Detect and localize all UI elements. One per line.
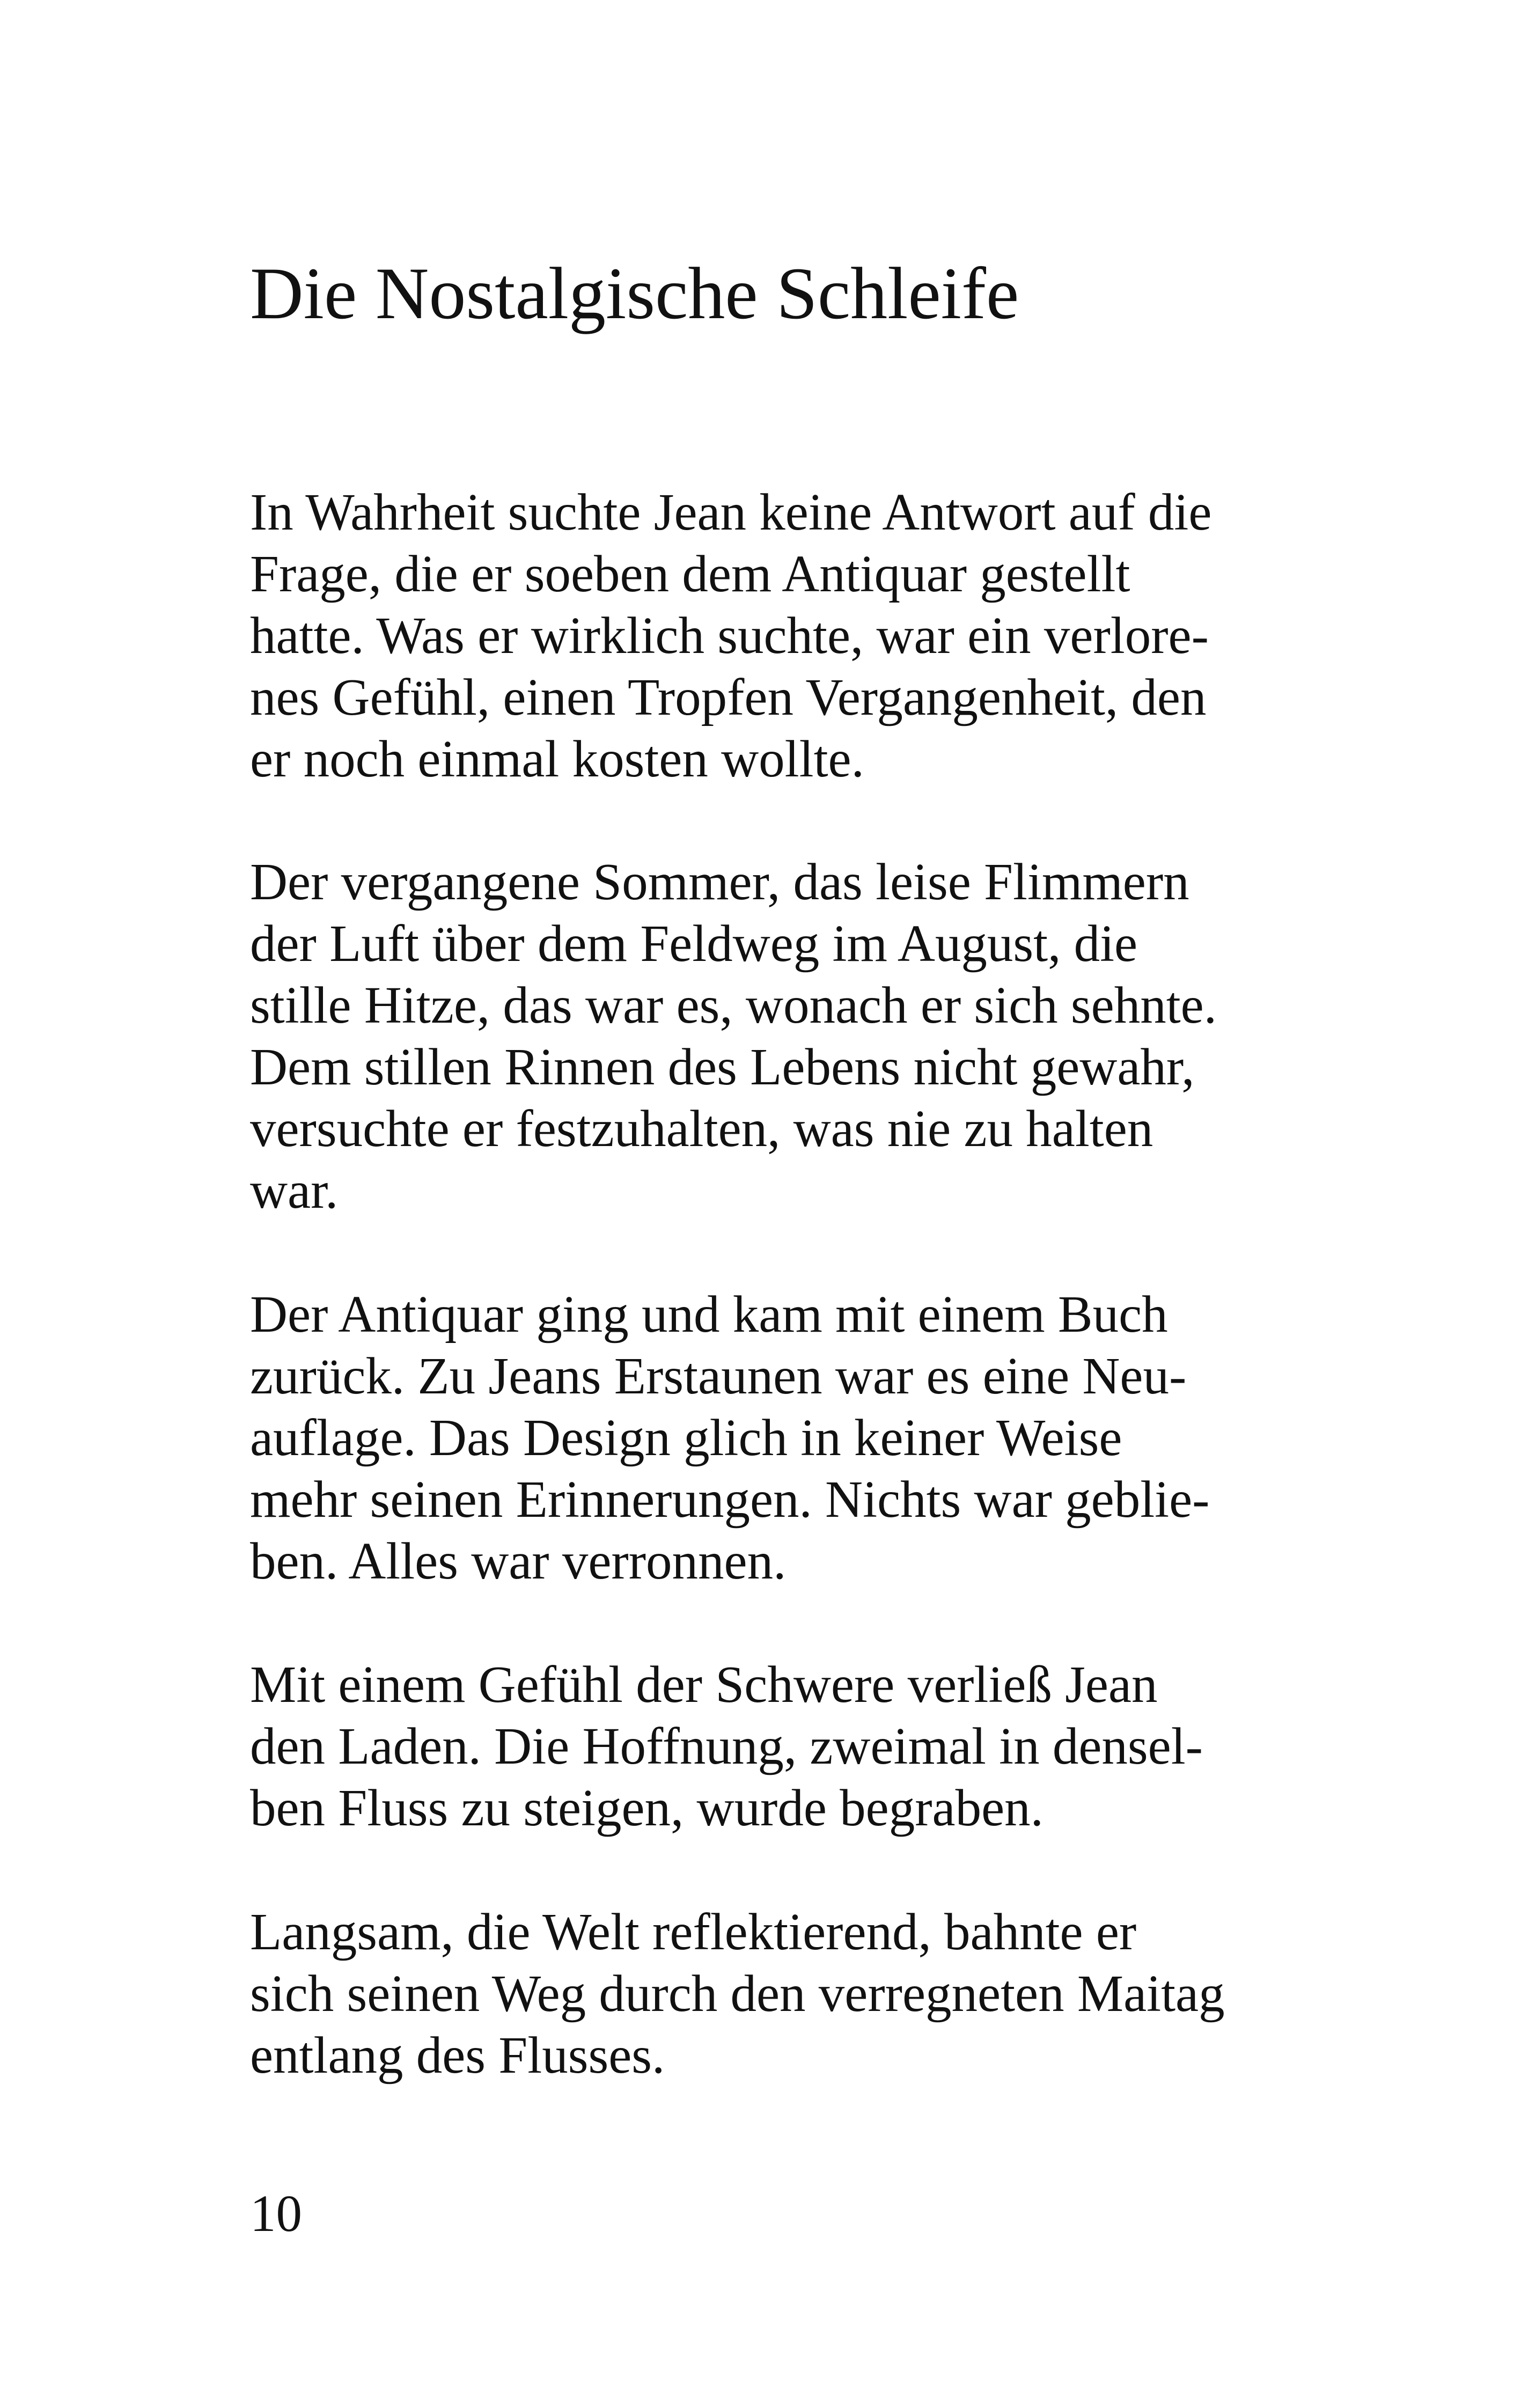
- text-line: Dem stillen Rinnen des Lebens nicht gewahr,: [250, 1038, 1195, 1096]
- text-line: Der Antiquar ging und kam mit einem Buch: [250, 1286, 1168, 1343]
- paragraph-5: [250, 1901, 1225, 2086]
- text-line: entlang des Flusses.: [250, 2027, 665, 2084]
- text-line: nes Gefühl, einen Tropfen Vergangenheit, den: [250, 669, 1207, 726]
- paragraph-1: [250, 481, 1211, 790]
- text-line: ben Fluss zu steigen, wurde begraben.: [250, 1779, 1044, 1837]
- text-line: versuchte er festzuhalten, was nie zu halten: [250, 1100, 1153, 1157]
- text-line: Mit einem Gefühl der Schwere verließ Jean: [250, 1656, 1158, 1713]
- text-line: In Wahrheit suchte Jean keine Antwort auf die: [250, 483, 1212, 541]
- text-line: stille Hitze, das war es, wonach er sich sehnte.: [250, 977, 1217, 1034]
- text-line: war.: [250, 1162, 339, 1219]
- text-line: auflage. Das Design glich in keiner Weise: [250, 1409, 1122, 1466]
- text-line: er noch einmal kosten wollte.: [250, 730, 864, 788]
- text-line: zurück. Zu Jeans Erstaunen war es eine Neu-: [250, 1347, 1187, 1405]
- text-line: den Laden. Die Hoffnung, zweimal in densel-: [250, 1717, 1203, 1775]
- paragraph-2: [250, 851, 1217, 1221]
- text-line: mehr seinen Erinnerungen. Nichts war geblie-: [250, 1471, 1210, 1528]
- paragraph-4: [250, 1654, 1203, 1839]
- chapter-title: Die Nostalgische Schleife: [250, 252, 1019, 334]
- text-line: Frage, die er soeben dem Antiquar gestellt: [250, 545, 1130, 603]
- text-line: sich seinen Weg durch den verregneten Maitag: [250, 1965, 1225, 2022]
- text-line: Langsam, die Welt reflektierend, bahnte er: [250, 1903, 1137, 1961]
- text-line: der Luft über dem Feldweg im August, die: [250, 915, 1138, 972]
- text-line: ben. Alles war verronnen.: [250, 1532, 787, 1590]
- page-number: 10: [250, 2185, 302, 2242]
- text-line: hatte. Was er wirklich suchte, war ein verlore-: [250, 607, 1209, 664]
- paragraph-3: [250, 1283, 1210, 1592]
- text-line: Der vergangene Sommer, das leise Flimmern: [250, 853, 1189, 911]
